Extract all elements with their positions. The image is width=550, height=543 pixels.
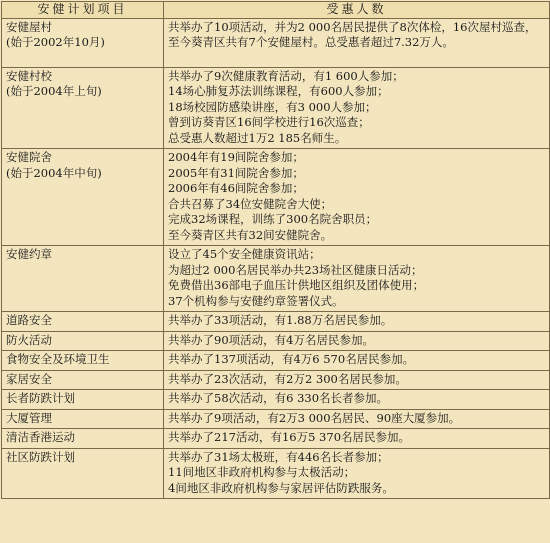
project-name: 家居安全 — [6, 371, 52, 386]
project-name: 安健村校 — [6, 68, 52, 83]
header-beneficiaries: 受惠人数 — [164, 2, 550, 19]
beneficiaries-line: 共举办了9次健康教育活动，有1 600人参加； — [168, 68, 404, 83]
project-name: 食物安全及环境卫生 — [6, 352, 110, 366]
beneficiaries-line: 共举办了90项活动，有4万名居民参加。 — [168, 332, 374, 347]
table-row — [2, 149, 550, 246]
beneficiaries-cell — [164, 351, 550, 371]
project-name: 防火活动 — [6, 332, 52, 347]
project-cell — [2, 429, 164, 449]
beneficiaries-cell — [164, 390, 550, 410]
project-name: 道路安全 — [6, 313, 52, 327]
beneficiaries-line: 共举办了23次活动，有2万2 300名居民参加。 — [168, 371, 407, 386]
project-cell — [2, 331, 164, 351]
beneficiaries-line: 37个机构参与安健约章签署仪式。 — [168, 293, 344, 308]
beneficiaries-line: 至今葵青区共有32间安健院舍。 — [168, 227, 333, 242]
beneficiaries-cell — [164, 18, 550, 67]
project-start-date: (始于2004年中旬) — [6, 165, 102, 180]
table-row — [2, 370, 550, 390]
project-start-date: (始于2004年上旬) — [6, 84, 102, 98]
beneficiaries-line: 共举办了58次活动，有6 330名长者参加。 — [168, 391, 389, 405]
table-row — [2, 351, 550, 371]
beneficiaries-line: 曾到访葵青区16间学校进行16次巡查； — [168, 115, 370, 129]
beneficiaries-cell — [164, 409, 550, 429]
beneficiaries-cell — [164, 149, 550, 246]
beneficiaries-line: 2006年有46间院舍参加； — [168, 181, 304, 195]
table-row — [2, 409, 550, 429]
project-name: 安健约章 — [6, 247, 52, 261]
beneficiaries-cell — [164, 312, 550, 332]
header-project: 安健计划项目 — [2, 2, 164, 19]
beneficiaries-line: 2004年有19间院舍参加； — [168, 150, 304, 164]
beneficiaries-cell — [164, 448, 550, 499]
beneficiaries-line: 合共召募了34位安健院舍大使； — [168, 196, 333, 211]
table-header-row — [2, 2, 550, 19]
beneficiaries-line: 共举办了9项活动，有2万3 000名居民、90座大厦参加。 — [168, 410, 461, 425]
project-cell — [2, 370, 164, 390]
project-cell — [2, 351, 164, 371]
project-cell — [2, 409, 164, 429]
table-row — [2, 246, 550, 312]
beneficiaries-cell — [164, 246, 550, 312]
beneficiaries-line: 18场校园防感染讲座，有3 000人参加； — [168, 99, 377, 114]
beneficiaries-line: 共举办了217活动，有16万5 370名居民参加。 — [168, 430, 411, 444]
project-name: 长者防跌计划 — [6, 391, 75, 405]
beneficiaries-line: 共举办了33项活动，有1.88万名居民参加。 — [168, 313, 393, 327]
beneficiaries-line: 14场心肺复苏法训练课程，有600人参加； — [168, 84, 389, 98]
beneficiaries-line: 共举办了10项活动，并为2 000名居民提供了8次体检，16次屋村巡查，至今葵青区共有7个安健屋村。总受惠者超过7.32万人。 — [168, 19, 537, 49]
beneficiaries-line: 2005年有31间院舍参加； — [168, 165, 304, 180]
table-row — [2, 448, 550, 499]
beneficiaries-line: 设立了45个安全健康资讯站； — [168, 247, 321, 261]
project-name: 大厦管理 — [6, 410, 52, 425]
beneficiaries-cell — [164, 429, 550, 449]
project-start-date: (始于2002年10月) — [6, 35, 105, 49]
beneficiaries-line: 共举办了137项活动，有4万6 570名居民参加。 — [168, 352, 415, 366]
project-name: 社区防跌计划 — [6, 449, 75, 464]
beneficiaries-cell — [164, 67, 550, 149]
table-body — [2, 18, 550, 499]
project-name: 清洁香港运动 — [6, 430, 75, 444]
beneficiaries-line: 共举办了31场太极班，有446名长者参加； — [168, 449, 389, 464]
health-programme-table — [1, 1, 550, 499]
project-cell — [2, 67, 164, 149]
beneficiaries-cell — [164, 331, 550, 351]
project-cell — [2, 312, 164, 332]
project-name: 安健院舍 — [6, 150, 52, 164]
table-row — [2, 312, 550, 332]
project-cell — [2, 448, 164, 499]
project-name: 安健屋村 — [6, 19, 52, 34]
project-cell — [2, 246, 164, 312]
table-row — [2, 429, 550, 449]
beneficiaries-line: 免费借出36部电子血压计供地区组织及团体使用； — [168, 278, 425, 292]
table-row — [2, 390, 550, 410]
project-cell — [2, 18, 164, 67]
beneficiaries-cell — [164, 370, 550, 390]
table-row — [2, 67, 550, 149]
table-row — [2, 18, 550, 67]
beneficiaries-line: 11间地区非政府机构参与太极活动； — [168, 465, 356, 479]
beneficiaries-line: 4间地区非政府机构参与家居评估防跌服务。 — [168, 480, 394, 495]
beneficiaries-line: 总受惠人数超过1万2 185名师生。 — [168, 130, 347, 145]
beneficiaries-line: 完成32场课程，训练了300名院舍职员； — [168, 212, 378, 226]
project-cell — [2, 149, 164, 246]
table-row — [2, 331, 550, 351]
beneficiaries-line: 为超过2 000名居民举办共23场社区健康日活动； — [168, 262, 423, 277]
project-cell — [2, 390, 164, 410]
